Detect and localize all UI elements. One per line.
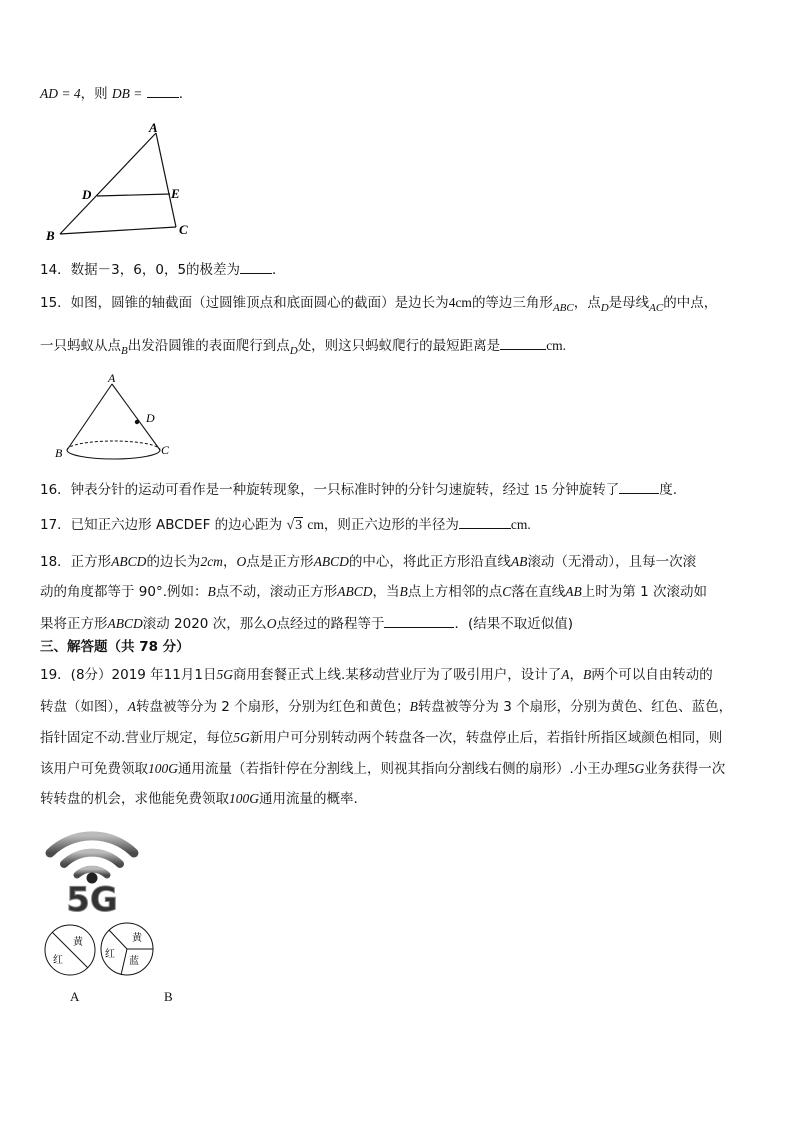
q15-unit: cm. <box>546 338 567 353</box>
q18-t: 的中心，将此正方形沿直线 <box>348 554 511 570</box>
q17-sqrt: √3 <box>286 518 303 533</box>
spinner-a-red-label: 红 <box>53 955 63 966</box>
q18-m: ABCD <box>111 554 147 569</box>
q14-line <box>40 259 286 279</box>
q19-t: 指针固定不动.营业厅规定，每位 <box>40 730 234 746</box>
q18-t: ．(结果不取近似值) <box>454 616 573 632</box>
q19-m: 5G <box>216 667 233 682</box>
q17-sqrt-num: 3 <box>295 518 303 533</box>
q18-m: ABCD <box>337 584 373 599</box>
q19-t: 19．(8分）2019 年11月1日 <box>40 667 217 683</box>
q18-m: 2cm <box>200 554 223 569</box>
5g-wifi-logo-icon <box>42 820 142 918</box>
q18-t: 点是正方形 <box>246 554 314 570</box>
q18-t: 的边长为 <box>146 554 201 570</box>
q13-line <box>40 83 183 103</box>
q15-text-g: 一只蚂蚁从点 <box>40 338 121 354</box>
q19-line3 <box>40 729 722 747</box>
q15-text-b: 的等边三角形 <box>471 295 553 311</box>
q19-m: 5G <box>627 761 645 776</box>
q18-m: O <box>266 616 277 631</box>
q15-text-e: 是母线 <box>608 295 650 311</box>
q18-m: B <box>207 584 216 599</box>
q18-t: 18．正方形 <box>40 554 112 570</box>
q13-end: . <box>178 86 183 102</box>
q19-m: A <box>127 699 136 714</box>
label-E: E <box>171 186 180 201</box>
q19-t: 新用户可分别转动两个转盘各一次，转盘停止后，若指针所指区域颜色相同，则 <box>249 730 723 746</box>
section-3-heading: 三、解答题（共 78 分） <box>40 639 190 655</box>
cone-label-D: D <box>146 411 155 425</box>
spinner-a-yellow-label: 黄 <box>73 937 83 948</box>
q18-m: ABCD <box>313 554 349 569</box>
q19-t: ， <box>569 667 583 683</box>
q15-d: D <box>600 302 609 314</box>
spinner-a <box>40 923 100 978</box>
spinner-b <box>99 921 157 978</box>
q15-ac: AC <box>649 302 664 314</box>
q18-m: AB <box>510 554 528 569</box>
q19-m: B <box>583 667 592 682</box>
q19-t: 转盘被等分为 2 个扇形，分别为红色和黄色； <box>136 699 410 715</box>
q13-triangle-figure <box>40 118 200 246</box>
q15-b: B <box>121 345 128 357</box>
q16-text2: 分钟旋转了 <box>551 482 620 498</box>
q15-cone-figure <box>50 370 180 465</box>
q13-answer-blank[interactable] <box>147 83 179 98</box>
q13-db-expr: DB = <box>111 86 143 101</box>
q15-text-c: ，点 <box>573 295 601 311</box>
q13-ad-expr: AD = 4 <box>40 86 81 101</box>
q16-end: 度. <box>659 482 678 498</box>
q14-text: 14．数据－3，6，0，5的极差为 <box>40 262 241 278</box>
q17-line <box>40 514 531 535</box>
cone-label-C: C <box>161 443 170 457</box>
q17-answer-blank[interactable] <box>459 514 511 529</box>
q18-t: 点上方相邻的点 <box>407 584 503 600</box>
q18-m: B <box>399 584 408 599</box>
q18-t: 点经过的路程等于 <box>276 616 385 632</box>
q14-end: ． <box>272 262 286 278</box>
q16-minutes: 15 <box>533 482 548 497</box>
q19-line1 <box>40 666 713 684</box>
label-C: C <box>179 222 188 237</box>
q18-m: O <box>236 554 247 569</box>
q18-m: ABCD <box>107 616 143 631</box>
q15-line2 <box>40 335 566 356</box>
q18-t: 落在直线 <box>511 584 566 600</box>
q18-m: C <box>502 584 512 599</box>
q19-m: 5G <box>233 730 250 745</box>
q15-text-a: 15．如图，圆锥的轴截面（过圆锥顶点和底面圆心的截面）是边长为 <box>40 295 449 311</box>
q18-t: ，当 <box>372 584 400 600</box>
q13-then: ，则 <box>80 86 108 102</box>
q18-t: 果将正方形 <box>40 616 108 632</box>
q19-t: 转转盘的机会，求他能免费领取 <box>40 791 229 807</box>
q16-answer-blank[interactable] <box>619 479 659 494</box>
cone-label-A: A <box>108 371 116 385</box>
q16-line <box>40 479 677 499</box>
q15-text-f: 的中点， <box>663 295 718 311</box>
q15-line1 <box>40 294 717 313</box>
q19-m: B <box>409 699 418 714</box>
spinner-b-caption: B <box>164 989 173 1004</box>
q15-text-h: 出发沿圆锥的表面爬行到点 <box>127 338 290 354</box>
q18-t: 滚动（无滑动），且每一次滚 <box>527 554 697 570</box>
q18-line3 <box>40 613 573 633</box>
q18-t: ， <box>222 554 237 570</box>
cone-label-B: B <box>55 446 63 460</box>
q18-answer-blank[interactable] <box>384 613 454 628</box>
q17-end: cm. <box>510 517 531 532</box>
q14-answer-blank[interactable] <box>240 259 272 274</box>
q18-line1 <box>40 553 696 571</box>
q19-line4 <box>40 760 725 778</box>
q19-t: 业务获得一次 <box>644 761 726 777</box>
5g-logo-text: 5G <box>66 880 118 918</box>
q19-t: 通用流量（若指针停在分割线上，则视其指向分割线右侧的扇形）.小王办理 <box>178 761 628 777</box>
q17-unit: cm，则正六边形的半径为 <box>307 517 459 532</box>
label-B: B <box>46 228 55 243</box>
q18-t: 上时为第 1 次滚动如 <box>581 584 707 600</box>
q19-t: 转盘（如图）， <box>40 699 128 715</box>
label-D: D <box>82 187 92 202</box>
q18-t: 滚动 2020 次，那么 <box>142 616 267 632</box>
q19-t: 通用流量的概率. <box>259 791 358 807</box>
q19-t: 转盘被等分为 3 个扇形，分别为黄色、红色、蓝色， <box>417 699 733 715</box>
q19-t: 该用户可免费领取 <box>40 761 148 777</box>
q15-d2: D <box>289 345 298 357</box>
q19-line2 <box>40 698 732 716</box>
q18-t: 点不动，滚动正方形 <box>215 584 338 600</box>
q18-line2 <box>40 583 707 601</box>
q15-answer-blank[interactable] <box>500 335 546 350</box>
q19-t: 商用套餐正式上线.某移动营业厅为了吸引用户，设计了 <box>232 667 562 683</box>
spinner-a-caption: A <box>70 989 80 1004</box>
q19-t: 两个可以自由转动的 <box>591 667 713 683</box>
label-A: A <box>149 120 158 135</box>
q15-abc: ABC <box>552 302 574 314</box>
q17-text: 17．已知正六边形 ABCDEF 的边心距为 <box>40 517 283 533</box>
spinner-b-blue-label: 蓝 <box>129 956 139 967</box>
q18-t: 动的角度都等于 90°.例如： <box>40 584 208 600</box>
spinner-b-yellow-label: 黄 <box>132 933 142 944</box>
q15-side-length: 4cm <box>448 295 472 310</box>
q19-m: 100G <box>229 791 259 806</box>
q19-m: A <box>561 667 570 682</box>
q19-m: 100G <box>148 761 178 776</box>
q15-text-i: 处，则这只蚂蚁爬行的最短距离是 <box>297 338 501 354</box>
q19-line5 <box>40 790 358 808</box>
q18-m: AB <box>565 584 582 599</box>
q16-text: 16．钟表分针的运动可看作是一种旋转现象，一只标准时钟的分针匀速旋转，经过 <box>40 482 530 498</box>
spinner-b-red-label: 红 <box>105 949 115 960</box>
